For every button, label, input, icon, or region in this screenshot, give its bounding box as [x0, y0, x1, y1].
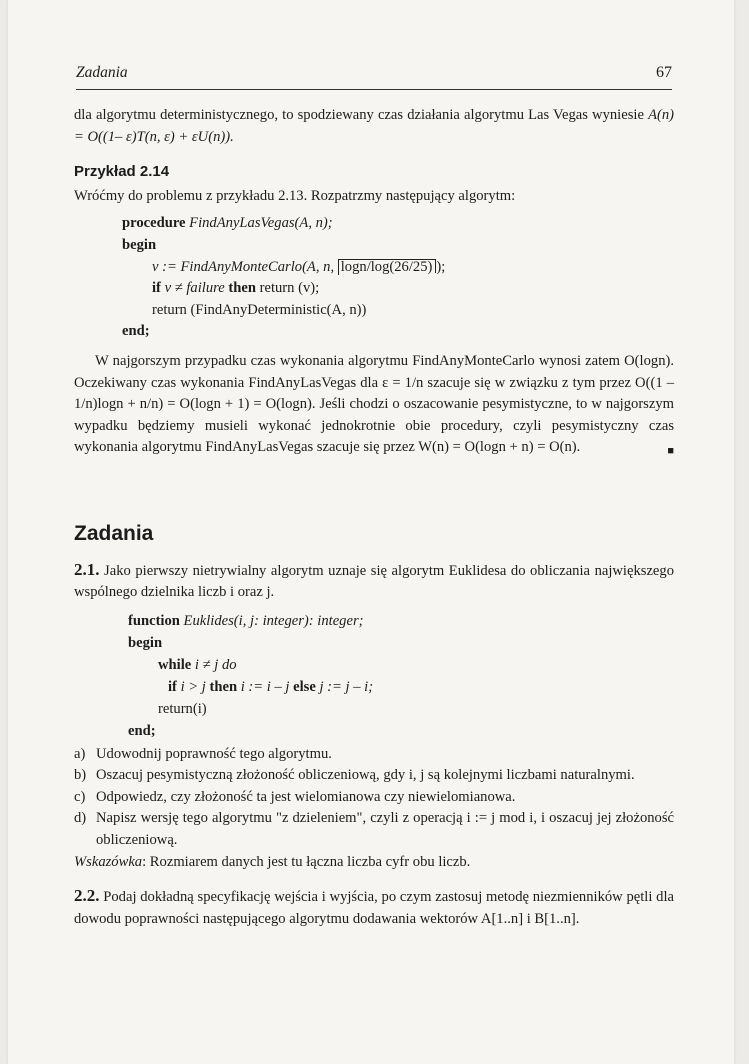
list-item: [74, 765, 674, 787]
code-line: [128, 632, 674, 654]
header-rule: [76, 89, 672, 90]
task-number: 2.2.: [74, 886, 100, 906]
book-page: [8, 0, 734, 1064]
item-text: Napisz wersję tego algorytmu "z dzieleniem", czyli z operacją i := j mod i, i oszacuj jej złożoność obliczeniową.: [96, 810, 674, 849]
page-body: [74, 105, 674, 930]
keyword: then: [209, 678, 238, 695]
subtask-list: [74, 744, 674, 852]
header-title: Zadania: [76, 64, 128, 81]
code-text: FindAnyLasVegas(A, n);: [185, 215, 333, 232]
code-line: [122, 321, 674, 343]
task-text: Jako pierwszy nietrywialny algorytm uznaje się algorytm Euklidesa do obliczania największego wspólnego dzielnika liczb i oraz j.: [74, 562, 674, 601]
keyword: then: [228, 280, 256, 297]
item-text: Odpowiedz, czy złożoność ta jest wielomianowa czy niewielomianowa.: [96, 788, 516, 805]
item-text: Udowodnij poprawność tego algorytmu.: [96, 745, 332, 762]
list-item: [74, 744, 674, 766]
code-text: j := j – i;: [315, 678, 374, 695]
task-2-2: [74, 885, 674, 930]
intro-text: dla algorytmu deterministycznego, to spodziewany czas działania algorytmu Las Vegas wyniesie: [74, 107, 649, 123]
item-marker: a): [74, 745, 86, 762]
keyword: begin: [122, 236, 157, 253]
keyword: begin: [128, 634, 163, 651]
euclid-code: [128, 610, 674, 742]
running-header: [76, 64, 672, 90]
hint: [74, 852, 674, 874]
code-text: return (v);: [255, 280, 320, 297]
example-paragraph: [74, 351, 674, 459]
task-text: Podaj dokładną specyfikację wejścia i wyjścia, po czym zastosuj metodę niezmienników pętli dla dowodu poprawności następującego algorytmu dodawania wektorów A[1..n] i B[1..n].: [74, 889, 674, 927]
intro-formula: A(n) = O((1– ε)T(n, ε) + εU(n)).: [74, 107, 674, 145]
task-2-1: [74, 559, 674, 604]
code-text: Euklides(i, j: integer): integer;: [179, 612, 364, 629]
paragraph-text: W najgorszym przypadku czas wykonania algorytmu FindAnyMonteCarlo wynosi zatem O(logn). Oczekiwany czas wykonania FindAnyLasVegas dla ε = 1/n szacuje się w związku z tym przez O((1 – 1/n)logn + n/n) = O(logn + 1) = O(logn). Jeśli chodzi o oszacowanie pesymistyczne, to w najgorszym wypadku będziemy musieli wykonać jednokrotnie obie procedury, czyli pesymistyczny czas wykonania algorytmu FindAnyLasVegas szacuje się przez W(n) = O(logn + n) = O(n).: [74, 352, 674, 456]
code-line: [122, 213, 674, 235]
item-text: Oszacuj pesymistyczną złożoność obliczeniową, gdy i, j są kolejnymi liczbami naturalnymi.: [96, 767, 635, 784]
keyword: end;: [122, 323, 150, 340]
section-title: Zadania: [74, 521, 154, 545]
code-text: v := FindAnyMonteCarlo(A, n,: [152, 258, 338, 275]
code-line: [128, 720, 674, 742]
code-text: i ≠ j do: [191, 656, 237, 673]
item-marker: c): [74, 788, 86, 805]
keyword: else: [293, 678, 316, 695]
page-number: 67: [656, 64, 672, 81]
code-line: [128, 610, 674, 632]
code-text: );: [436, 258, 446, 275]
hint-text: : Rozmiarem danych jest tu łączna liczba cyfr obu liczb.: [142, 853, 471, 870]
qed-mark: ■: [667, 445, 674, 458]
code-line: [122, 235, 674, 257]
code-text: v ≠ failure: [160, 280, 229, 297]
keyword: while: [158, 656, 192, 673]
task-number: 2.1.: [74, 559, 100, 579]
example-text: Wróćmy do problemu z przykładu 2.13. Rozpatrzmy następujący algorytm:: [74, 187, 516, 204]
code-line: return (FindAnyDeterministic(A, n)): [152, 301, 367, 318]
keyword: if: [168, 678, 177, 695]
list-item: [74, 787, 674, 809]
example-title: Przykład 2.14: [74, 163, 170, 181]
item-marker: d): [74, 810, 87, 827]
code-line: [128, 676, 674, 698]
keyword: end;: [128, 722, 156, 739]
keyword: function: [128, 612, 180, 629]
code-text: i := i – j: [237, 678, 294, 695]
code-line: [128, 654, 674, 676]
intro-paragraph: [74, 105, 674, 148]
keyword: procedure: [122, 215, 186, 232]
ceiling-expression: logn/log(26/25): [338, 259, 433, 275]
hint-label: Wskazówka: [74, 853, 143, 870]
code-line: [122, 278, 674, 300]
code-text: i > j: [176, 678, 210, 695]
item-marker: b): [74, 767, 87, 784]
example-code: [122, 213, 674, 343]
keyword: if: [152, 280, 161, 297]
code-line: [122, 257, 674, 279]
code-line: return(i): [158, 700, 207, 717]
list-item: [74, 808, 674, 851]
